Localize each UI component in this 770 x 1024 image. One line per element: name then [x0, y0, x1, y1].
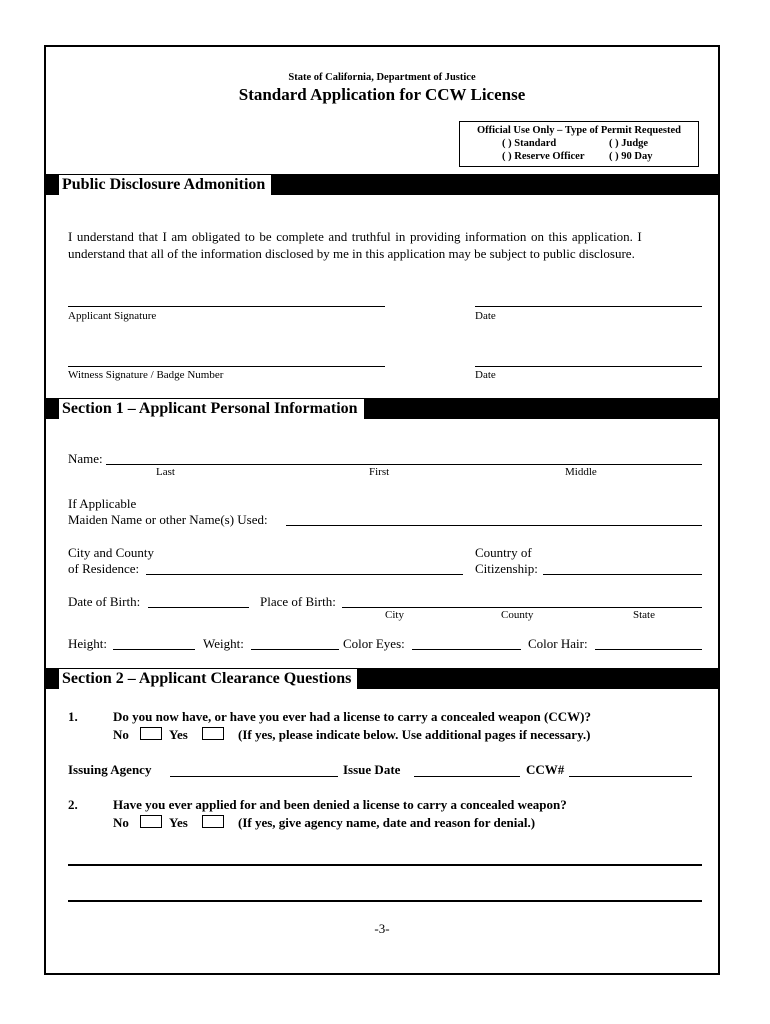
applicant-date-line[interactable] [475, 306, 702, 307]
applicant-signature-line[interactable] [68, 306, 385, 307]
page-number: -3- [374, 921, 390, 936]
permit-standard-option[interactable]: ( ) Standard [502, 138, 557, 149]
q1-number: 1. [68, 709, 78, 724]
issuing-agency-label: Issuing Agency [68, 762, 152, 777]
disclosure-heading: Public Disclosure Admonition [59, 175, 271, 195]
citizenship-field[interactable] [543, 574, 702, 575]
residence-field[interactable] [146, 574, 463, 575]
q2-text: Have you ever applied for and been denied a license to carry a concealed weapon? [113, 797, 567, 812]
height-label: Height: [68, 636, 107, 651]
q1-no-label: No [113, 727, 129, 742]
name-label: Name: [68, 451, 103, 466]
issue-date-label: Issue Date [343, 762, 401, 777]
pob-county-caption: County [501, 609, 534, 621]
q2-note: (If yes, give agency name, date and reason for denial.) [238, 815, 536, 830]
denial-details-line-1[interactable] [68, 864, 702, 866]
applicant-signature-label: Applicant Signature [68, 310, 157, 322]
witness-signature-label: Witness Signature / Badge Number [68, 369, 224, 381]
q2-yes-checkbox[interactable] [202, 815, 224, 828]
dob-field[interactable] [148, 607, 249, 608]
q2-no-checkbox[interactable] [140, 815, 162, 828]
permit-90day-option[interactable]: ( ) 90 Day [609, 151, 653, 162]
pob-city-caption: City [385, 609, 404, 621]
weight-label: Weight: [203, 636, 244, 651]
q2-yes-label: Yes [169, 815, 188, 830]
ccw-number-field[interactable] [569, 776, 692, 777]
country-of-label: Country of [475, 545, 532, 560]
witness-date-line[interactable] [475, 366, 702, 367]
form-page [44, 45, 720, 975]
permit-judge-option[interactable]: ( ) Judge [609, 138, 649, 149]
section2-heading: Section 2 – Applicant Clearance Questions [59, 669, 357, 689]
section1-heading-bar [46, 398, 718, 419]
citizenship-label: Citizenship: [475, 561, 538, 576]
q2-no-label: No [113, 815, 129, 830]
weight-field[interactable] [251, 649, 339, 650]
pob-label: Place of Birth: [260, 594, 336, 609]
denial-details-line-2[interactable] [68, 900, 702, 902]
eye-color-label: Color Eyes: [343, 636, 405, 651]
q2-number: 2. [68, 797, 78, 812]
maiden-name-label: Maiden Name or other Name(s) Used: [68, 512, 268, 527]
city-county-label: City and County [68, 545, 154, 560]
issue-date-field[interactable] [414, 776, 520, 777]
q1-no-checkbox[interactable] [140, 727, 162, 740]
official-use-title: Official Use Only – Type of Permit Requested [476, 125, 682, 136]
permit-reserve-option[interactable]: ( ) Reserve Officer [502, 151, 585, 162]
ccw-number-label: CCW# [526, 762, 565, 777]
dob-label: Date of Birth: [68, 594, 141, 609]
witness-date-label: Date [475, 369, 496, 381]
height-field[interactable] [113, 649, 195, 650]
residence-label: of Residence: [68, 561, 140, 576]
section1-heading: Section 1 – Applicant Personal Information [59, 399, 364, 419]
issuing-agency-field[interactable] [170, 776, 338, 777]
applicant-date-label: Date [475, 310, 496, 322]
q1-text: Do you now have, or have you ever had a license to carry a concealed weapon (CCW)? [113, 709, 591, 724]
official-use-box [459, 121, 699, 167]
agency-name: State of California, Department of Justice [288, 72, 476, 83]
middle-name-caption: Middle [565, 466, 597, 478]
name-field[interactable] [106, 464, 702, 465]
hair-color-field[interactable] [595, 649, 702, 650]
pob-field[interactable] [342, 607, 702, 608]
first-name-caption: First [369, 466, 390, 478]
section2-heading-bar [46, 668, 718, 689]
q1-yes-label: Yes [169, 727, 188, 742]
if-applicable-label: If Applicable [68, 496, 137, 511]
q1-yes-checkbox[interactable] [202, 727, 224, 740]
disclosure-heading-bar [46, 174, 718, 195]
q1-note: (If yes, please indicate below. Use additional pages if necessary.) [238, 727, 591, 742]
form-title: Standard Application for CCW License [238, 85, 526, 104]
hair-color-label: Color Hair: [528, 636, 588, 651]
last-name-caption: Last [156, 466, 175, 478]
disclosure-text-2: understand that all of the information disclosed by me in this application may be subject to public disclosure. [68, 246, 635, 261]
disclosure-text-1: I understand that I am obligated to be complete and truthful in providing information on this application. I [68, 229, 642, 244]
maiden-name-field[interactable] [286, 525, 702, 526]
eye-color-field[interactable] [412, 649, 521, 650]
witness-signature-line[interactable] [68, 366, 385, 367]
pob-state-caption: State [633, 609, 655, 621]
